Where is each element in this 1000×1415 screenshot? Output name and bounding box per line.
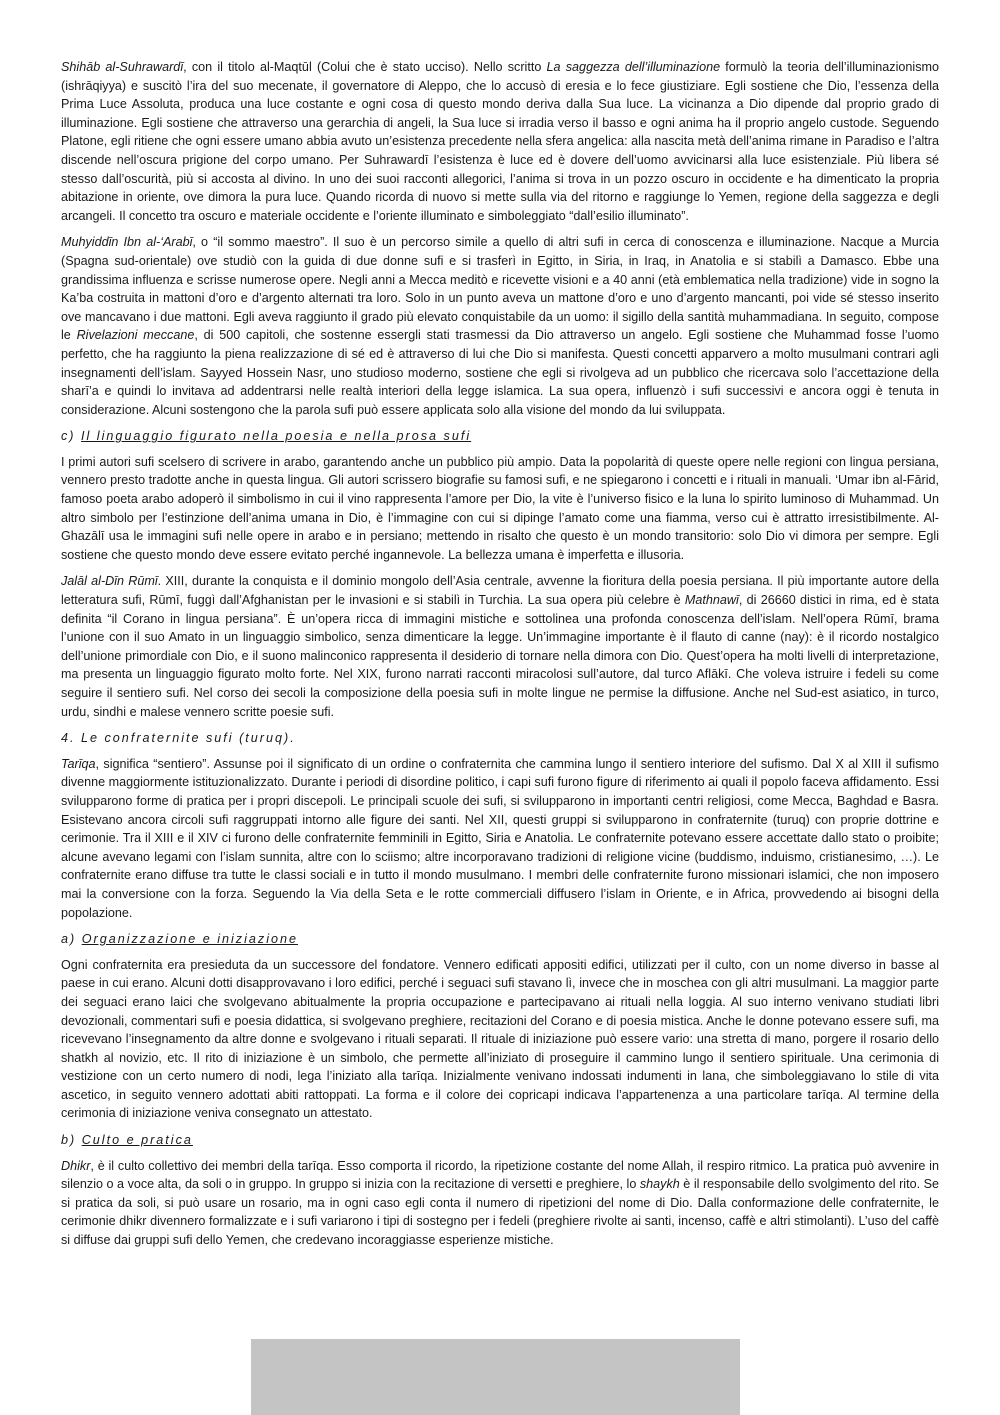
- name-ibn-arabi: Muhyiddīn Ibn al-‘Arabī: [61, 235, 193, 250]
- paragraph-tariqa: Tarīqa, significa “sentiero”. Assunse poi il significato di un ordine o confraternita che cammina lungo il sentiero interiore del sufismo. Dal X al XIII il sufismo divenne maggiormente istituzionalizzato. Durante i periodi di disordine politico, i capi sufi furono figure di riferimento ai quali il popolo faceva affidamento. Essi svilupparono forme di pratica per i propri discepoli. Le principali scuole dei sufi, si svilupparono in importanti centri religiosi, come Mecca, Baghdad e Basra. Esistevano ancora circoli sufi raggruppati intorno alle figure dei santi. Nel XII, questi gruppi si svilupparono in confraternite (turuq) con proprie dottrine e cerimonie. Tra il XIII e il XIV ci furono delle confraternite femminili in Egitto, Siria e Anatolia. Le confraternite potevano essere accettate dallo stato o proibite; alcune avevano legami con l’islam sunnita, altre con lo sciismo; altre incorporavano tradizioni di religione vicine (buddismo, induismo, cristianesimo, …). Le confraternite erano diffuse tra tutte le classi sociali e in tutto il mondo musulmano. I membri delle confraternite furono missionari islamici, che non imposero mai la conversione con la forza. Seguendo la Via della Seta e le rotte commerciali diffusero l’islam in Oriente, e in Africa, provvedendo ai bisogni della popolazione.: [61, 756, 939, 920]
- term-tariqa: Tarīqa: [61, 756, 96, 771]
- title-mathnawi: Mathnawī: [684, 593, 739, 608]
- paragraph-dhikr: Dhikr, è il culto collettivo dei membri della tarīqa. Esso comporta il ricordo, la ripetizione costante del nome Allah, il respiro ritmico. La pratica può avvenire in silenzio o a voce alta, da soli o in gruppo. In gruppo si inizia con la recitazione di versetti e preghiere, lo shaykh è il responsabile dello svolgimento del rito. Se si pratica da soli, si può usare un rosario, ma in ogni caso egli conta il numero di ripetizioni del nome di Dio. Dalla conformazione delle confraternite, le cerimonie dhikr divennero formalizzate e i sufi variarono i tipi di sostegno per i fedeli (preghiere rivolte ai santi, incenso, caffè e altri stimolanti). L’uso del caffè si diffuse dai gruppi sufi dello Yemen, che credevano incoraggiasse esperienze mistiche.: [61, 1158, 940, 1248]
- document-body: [61, 58, 939, 1258]
- heading-linguaggio-figurato: c) Il linguaggio figurato nella poesia e nella prosa sufi: [61, 429, 472, 444]
- term-dhikr: Dhikr: [61, 1158, 91, 1173]
- heading-confraternite: 4. Le confraternite sufi (turuq).: [61, 731, 296, 746]
- heading-culto: b) Culto e pratica: [61, 1133, 193, 1148]
- paragraph-suhrawardi: Shihāb al-Suhrawardī, con il titolo al-Maqtūl (Colui che è stato ucciso). Nello scritto La saggezza dell’illuminazione formulò la teoria dell’illuminazionismo (ishrāqiyya) e suscitò l’ira del suo mecenate, il governatore di Aleppo, che lo accusò di eresia e lo fece giustiziare. Egli sostiene che Dio, l’essenza della Prima Luce Assoluta, produca una luce costante e ogni cosa di questo mondo deriva dalla Sua luce. La vicinanza a Dio dipende dal proprio grado di illuminazione. Egli sostiene che attraverso una gerarchia di angeli, la Sua luce si irradia verso il basso e ogni anima ha il proprio angelo custode. Seguendo Platone, egli ritiene che ogni essere umano abbia avuto un’esistenza precedente nella sfera angelica: alla nascita metà dell’anima rimane in Paradiso e l’altra discende nell’oscura prigione del corpo umano. Per Suhrawardī l’esistenza è luce ed è dovere dell’uomo avvicinarsi alla luce esistenziale. Più libera sé stesso dall’oscurità, più si accosta al divino. In uno dei suoi racconti allegorici, l’anima si trova in un pozzo oscuro in occidente e ha dimenticato la propria abitazione in oriente, ove dimora la pura luce. Quando ricorda di nuovo si mette sulla via del ritorno e raggiunge lo Yemen, regione della saggezza e degli arcangeli. Il concetto tra oscuro e materiale occidente e l’oriente illuminato e simboleggiato “dall’esilio illuminato”.: [61, 60, 939, 223]
- gray-overlay-block: [251, 1339, 740, 1415]
- title-rivelazioni: Rivelazioni meccane: [76, 328, 195, 343]
- paragraph-primi-autori: I primi autori sufi scelsero di scrivere in arabo, garantendo anche un pubblico più ampio. Data la popolarità di queste opere nelle regioni con lingua persiana, vennero presto tradotte anche in questa lingua. Gli autori scrissero biografie su famosi sufi, e ne spiegarono i concetti e i rituali in manuali. ‘Umar ibn al-Fārid, famoso poeta arabo adoperò il simbolismo in cui il vino rappresenta l’amore per Dio, la vite è l’universo fisico e la luna lo spirito luminoso di Muhammad. Un altro simbolo per l’estinzione dell’anima umana in Dio, è l’immagine con cui si dipinge l’amato come una fiamma, verso cui è attratto irresistibilmente. Al-Ghazālī usa le immagini sufi nelle opere in arabo e in persiano; mettendo in risalto che questo è un mondo transitorio: solo Dio vi dimora per sempre. Egli sostiene che questo mondo deve essere evitato perché ingannevole. La bellezza umana è imperfetta e illusoria.: [61, 454, 939, 562]
- paragraph-organizzazione: Ogni confraternita era presieduta da un successore del fondatore. Vennero edificati appositi edifici, utilizzati per il culto, con un nome diverso in basse al paese in cui erano. Alcuni dotti disapprovavano i loro edifici, perché i seguaci sufi stavano lì, invece che in moschea con gli altri musulmani. La maggior parte dei seguaci erano laici che svolgevano abitualmente la propria occupazione e partecipavano ai rituali nella loggia. Al suo interno venivano studiati libri devozionali, commentari sufi e poesia didattica, si svolgevano preghiere, recitazioni del Corano e di poesia mistica. Anche le donne potevano essere sufi, ma ricevevano l’insegnamento da altre donne e svolgevano i rituali separati. Il rituale di iniziazione può essere vario: una stretta di mano, porgere il rosario dello shatkh al novizio, etc. Il rito di iniziazione è un simbolo, che permette all’iniziato di proseguire il cammino lungo il sentiero spirituale. Una cerimonia di vestizione con un certo numero di nodi, lega l’iniziato alla tarīqa. Inizialmente venivano indossati indumenti in lana, che simboleggiavano lo stile di vita ascetico, in seguito vennero adottati abiti rattoppati. La forma e il colore dei copricapi indicava l’appartenenza a una particolare tarīqa. Al termine della cerimonia di iniziazione veniva consegnato un attestato.: [61, 957, 939, 1121]
- name-suhrawardi: Shihāb al-Suhrawardī: [61, 60, 184, 74]
- name-rumi: Jalāl al-Dīn Rūmī: [61, 574, 158, 589]
- paragraph-rumi: Jalāl al-Dīn Rūmī. XIII, durante la conquista e il dominio mongolo dell’Asia centrale, avvenne la fioritura della poesia persiana. Il più importante autore della letteratura sufi, Rūmī, fuggì dall’Afghanistan per le invasioni e si stabilì in Turchia. La sua opera più celebre è Mathnawī, di 26660 distici in rima, ed è stata definita “il Corano in lingua persiana”. È un’opera ricca di immagini mistiche e sottolinea una profonda conoscenza dell’islam. Nell’opera Rūmī, brama l’unione con il suo Amato in un linguaggio simbolico, senza dimenticare la legge. Un’immagine importante è il flauto di canne (nay): è il ricordo nostalgico dell’unione primordiale con Dio, e il suono malinconico rappresenta il desiderio di tornare nella dimora con Dio. Quest’opera ha molti livelli di interpretazione, ma presenta un linguaggio figurato molto forte. Nel XIX, furono narrati racconti miracolosi sull’autore, dal turco Aflākī. Che voleva istruire i fedeli su come seguire il sentiero sufi. Nel corso dei secoli la composizione della poesia sufi in molte lingue ne permise la diffusione. Anche nel Sud-est asiatico, in turco, urdu, sindhi e malese vennero scritte poesie sufi.: [61, 574, 939, 719]
- title-saggezza: La saggezza dell’illuminazione: [546, 60, 721, 74]
- term-shaykh: shaykh: [639, 1177, 680, 1192]
- heading-organizzazione: a) Organizzazione e iniziazione: [61, 932, 299, 947]
- paragraph-ibn-arabi: Muhyiddīn Ibn al-‘Arabī, o “il sommo maestro”. Il suo è un percorso simile a quello di altri sufi in cerca di conoscenza e illuminazione. Nacque a Murcia (Spagna sud-orientale) ove studiò con la guida di due donne sufi e si trasferì in Egitto, in Siria, in Iraq, in Anatolia e si stabilì a Damasco. Ebbe una grandissima influenza e scrisse numerose opere. Negli anni a Mecca meditò e ricevette visioni e a 40 anni (età emblematica nella tradizione) vide in sogno la Ka’ba costruita in mattoni d’oro e d’argento alternati tra loro. Solo in un punto aveva un mattone d’oro e uno d’argento mancanti, poi vide sé stesso inserito ove mancavano i due mattoni. Egli aveva raggiunto il grado più elevato conquistabile da un uomo: il sigillo della santità muhammadiana. In seguito, compose le Rivelazioni meccane, di 500 capitoli, che sostenne essergli stati trasmessi da Dio attraverso un angelo. Egli sostiene che Muhammad fosse l’uomo perfetto, che ha raggiunto la piena realizzazione di sé ed è attraverso di lui che Dio si manifesta. Questi concetti apparvero a molto musulmani contrari agli insegnamenti dell’islam. Sayyed Hossein Nasr, uno studioso moderno, sostiene che egli si rivolgeva ad un pubblico che ricercava solo l’accettazione della sharī’a e quindi lo invitava ad addentrarsi nelle realtà interiori della legge islamica. La sua opera, influenzò i sufi successivi e ancora oggi è tenuta in considerazione. Alcuni sostengono che la parola sufi può essere applicata solo alla visione del mondo da lui sviluppata.: [61, 235, 939, 417]
